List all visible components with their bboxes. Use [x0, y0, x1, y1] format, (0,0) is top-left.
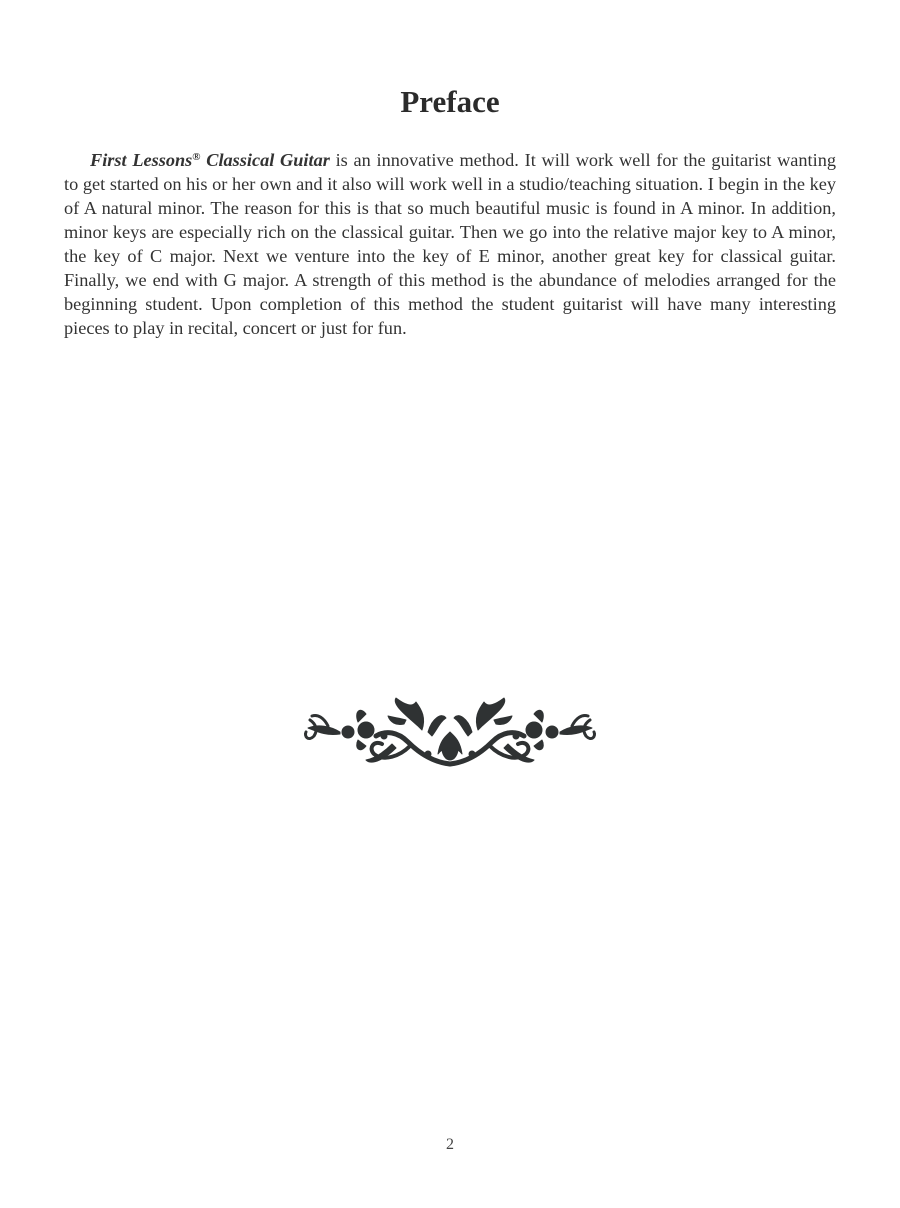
floral-ornament-icon [300, 696, 600, 772]
book-title-main: First Lessons [90, 150, 193, 170]
preface-paragraph [64, 145, 836, 340]
book-title [90, 150, 330, 170]
page-number: 2 [446, 1136, 454, 1153]
page-title: Preface [400, 84, 500, 119]
book-title-suffix: Classical Guitar [206, 150, 330, 170]
registered-mark: ® [192, 151, 201, 163]
preface-body-text: is an innovative method. It will work well for the guitarist wanting to get started on his or her own and it also will work well in a studio/teaching situation. I begin in the key of A natural minor. The reason for this is that so much beautiful music is found in A minor. In addition, minor keys are especially rich on the classical guitar. Then we go into the relative major key to A minor, the key of C major. Next we venture into the key of E minor, another great key for classical guitar. Finally, we end with G major. A strength of this method is the abundance of melodies arranged for the beginning student. Upon completion of this method the student guitarist will have many interesting pieces to play in recital, concert or just for fun. [64, 150, 836, 338]
